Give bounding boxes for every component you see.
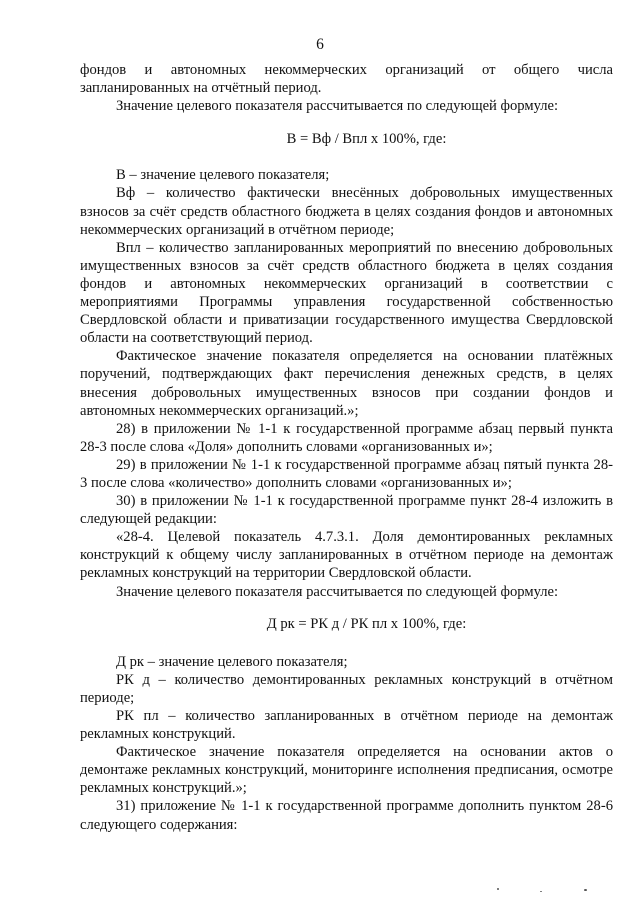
formula-1: В = Вф / Впл х 100%, где: bbox=[286, 131, 447, 148]
paragraph-formula-intro-1: Значение целевого показателя рассчитывается по следующей формуле: bbox=[116, 98, 559, 115]
definition-rk-pl: РК пл – количество запланированных в отчётном периоде на демонтаж рекламных конструкций. bbox=[80, 708, 613, 743]
item-29: 29) в приложении № 1-1 к государственной программе абзац пятый пункта 28-3 после слова «количество» дополнить словами «организованных и»; bbox=[80, 456, 613, 491]
item-28-4-text: «28-4. Целевой показатель 4.7.3.1. Доля демонтированных рекламных конструкций к общему числу запланированных в отчётном периоде на демонтаж рекламных конструкций на территории Свердловской области. bbox=[80, 529, 613, 582]
paragraph-continuation: фондов и автономных некоммерческих организаций от общего числа запланированных на отчётный период. bbox=[80, 62, 613, 97]
scan-speck bbox=[540, 891, 542, 892]
definition-vf: Вф – количество фактически внесённых добровольных имущественных взносов за счёт средств областного бюджета в целях создания фондов и автономных некоммерческих организаций в отчётном периоде; bbox=[80, 185, 613, 238]
item-30: 30) в приложении № 1-1 к государственной программе пункт 28-4 изложить в следующей редакции: bbox=[80, 493, 613, 528]
definition-d-rk: Д рк – значение целевого показателя; bbox=[116, 653, 348, 670]
scan-speck bbox=[497, 888, 499, 890]
item-28: 28) в приложении № 1-1 к государственной программе абзац первый пункта 28-3 после слова «Доля» дополнить словами «организованных и»; bbox=[80, 420, 613, 455]
paragraph-actual-value-1: Фактическое значение показателя определяется на основании платёжных поручений, подтверждающих факт перечисления денежных средств, в целях внесения добровольных имущественных взносов при создании фондов и автономных некоммерческих организаций.»; bbox=[80, 348, 613, 419]
document-body bbox=[80, 61, 613, 834]
definition-vpl: Впл – количество запланированных мероприятий по внесению добровольных имущественных взносов за счёт средств областного бюджета в целях создания фондов и автономных некоммерческих организаций в соответствии с мероприятиями Программы управления государственной собственностью Свердловской области и приватизации государственного имущества Свердловской области на соответствующий период. bbox=[80, 239, 613, 347]
formula-2: Д рк = РК д / РК пл х 100%, где: bbox=[266, 615, 467, 632]
paragraph-actual-value-2: Фактическое значение показателя определяется на основании актов о демонтаже рекламных конструкций, мониторинге исполнения предписания, осмотре рекламных конструкций.»; bbox=[80, 744, 613, 797]
page-number: 6 bbox=[316, 36, 324, 53]
definition-v: В – значение целевого показателя; bbox=[116, 167, 330, 184]
scan-speck bbox=[584, 889, 587, 891]
item-31: 31) приложение № 1-1 к государственной программе дополнить пунктом 28-6 следующего содержания: bbox=[80, 798, 613, 833]
paragraph-formula-intro-2: Значение целевого показателя рассчитывается по следующей формуле: bbox=[116, 583, 559, 600]
definition-rk-d: РК д – количество демонтированных рекламных конструкций в отчётном периоде; bbox=[80, 671, 613, 706]
